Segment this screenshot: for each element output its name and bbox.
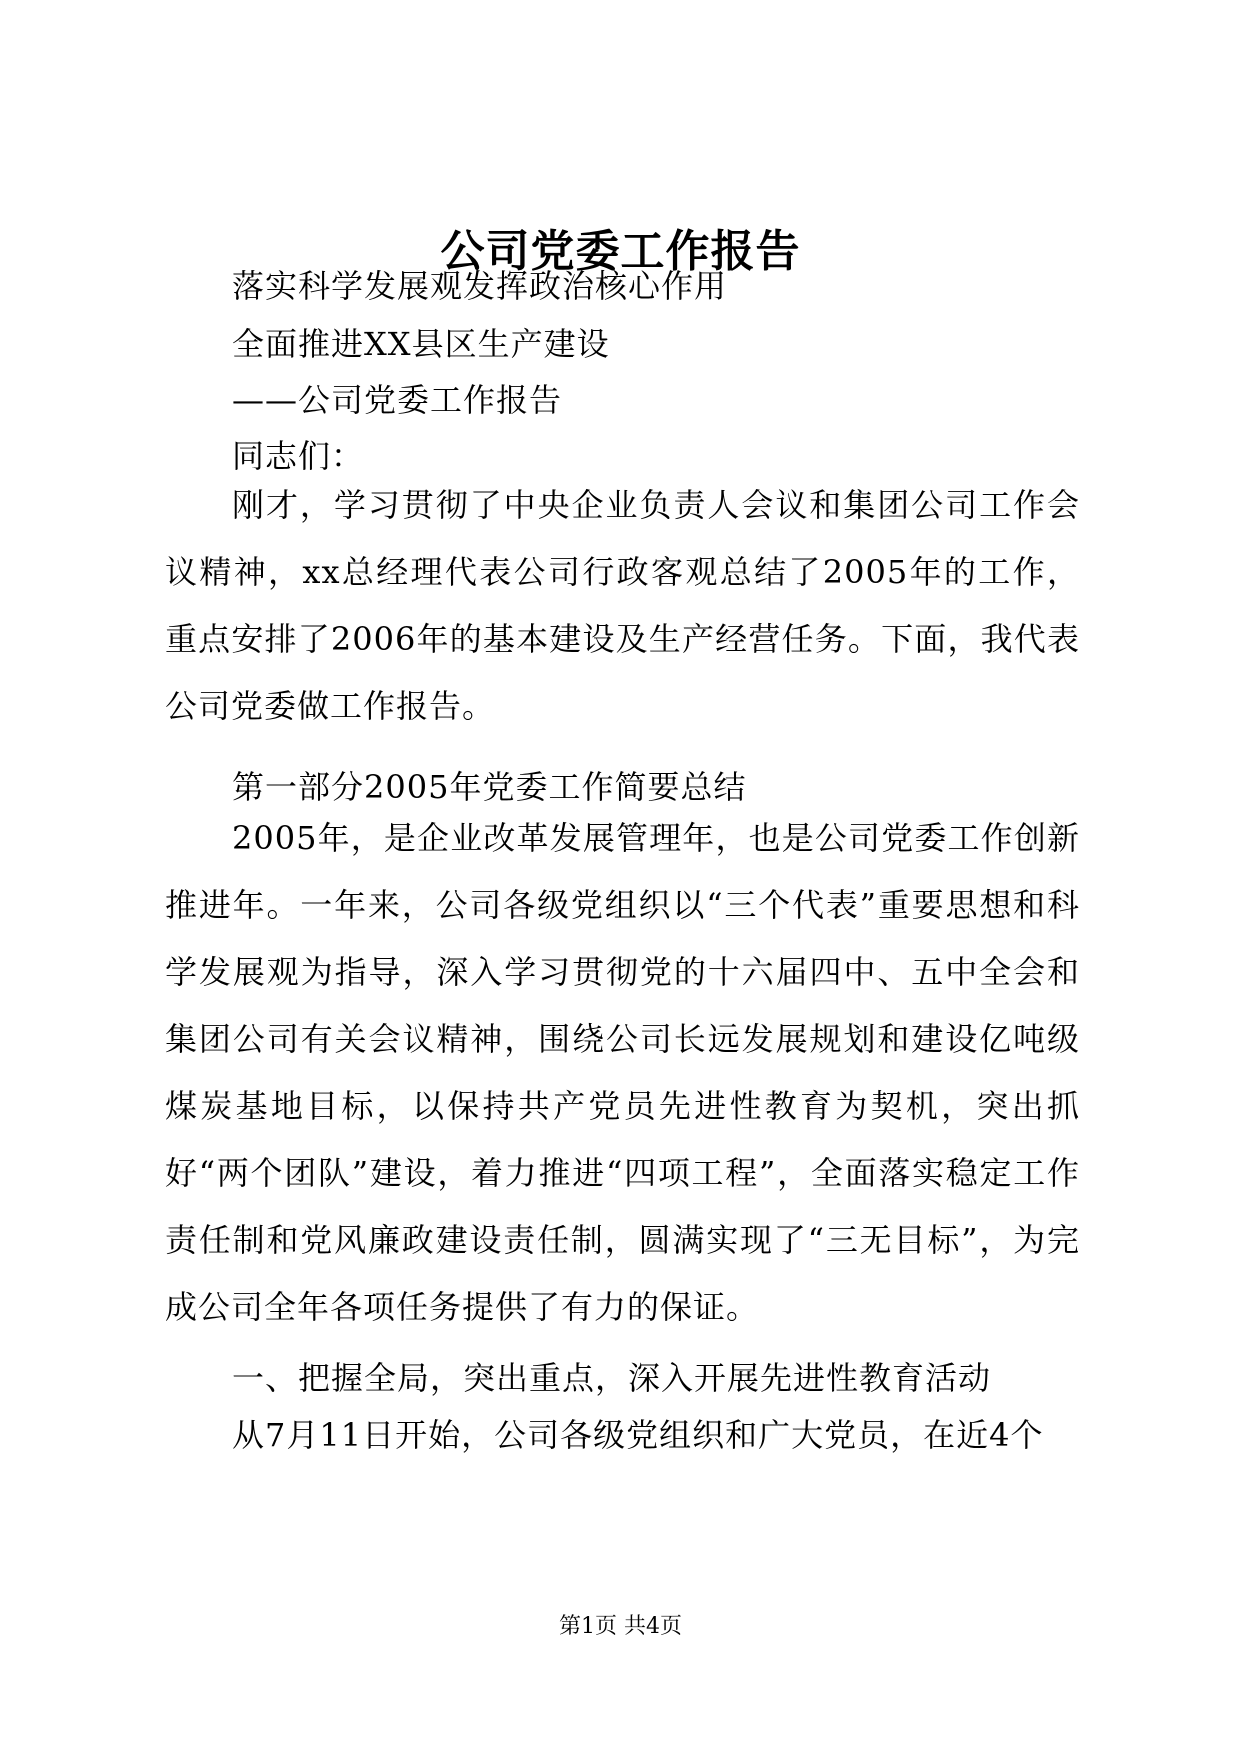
paragraph-opening: 刚才，学习贯彻了中央企业负责人会议和集团公司工作会议精神，xx总经理代表公司行政客观总结了2005年的工作，重点安排了2006年的基本建设及生产经营任务。下面，我代表公司党委做工作报告。: [165, 486, 1080, 725]
paragraph-summary: 2005年，是企业改革发展管理年，也是公司党委工作创新推进年。一年来，公司各级党组织以“三个代表”重要思想和科学发展观为指导，深入学习贯彻党的十六届四中、五中全会和集团公司有关会议精神，围绕公司长远发展规划和建设亿吨级煤炭基地目标，以保持共产党员先进性教育为契机，突出抓好“两个团队”建设，着力推进“四项工程”，全面落实稳定工作责任制和党风廉政建设责任制，圆满实现了“三无目标”，为完成公司全年各项任务提供了有力的保证。: [165, 819, 1080, 1326]
page-indicator: 第1页 共4页: [559, 1614, 682, 1639]
subtitle-line-3: ——公司党委工作报告: [232, 381, 563, 419]
paragraph-education: 从7月11日开始，公司各级党组织和广大党员，在近4个: [232, 1416, 1044, 1454]
subtitle-line-1: 落实科学发展观发挥政治核心作用: [232, 267, 728, 305]
salutation: 同志们：: [232, 437, 365, 475]
section-heading-1: 第一部分2005年党委工作简要总结: [232, 768, 747, 806]
subtitle-line-2: 全面推进XX县区生产建设: [232, 325, 610, 363]
document-title: 公司党委工作报告: [440, 226, 801, 277]
subsection-heading-1: 一、把握全局，突出重点，深入开展先进性教育活动: [232, 1359, 992, 1397]
